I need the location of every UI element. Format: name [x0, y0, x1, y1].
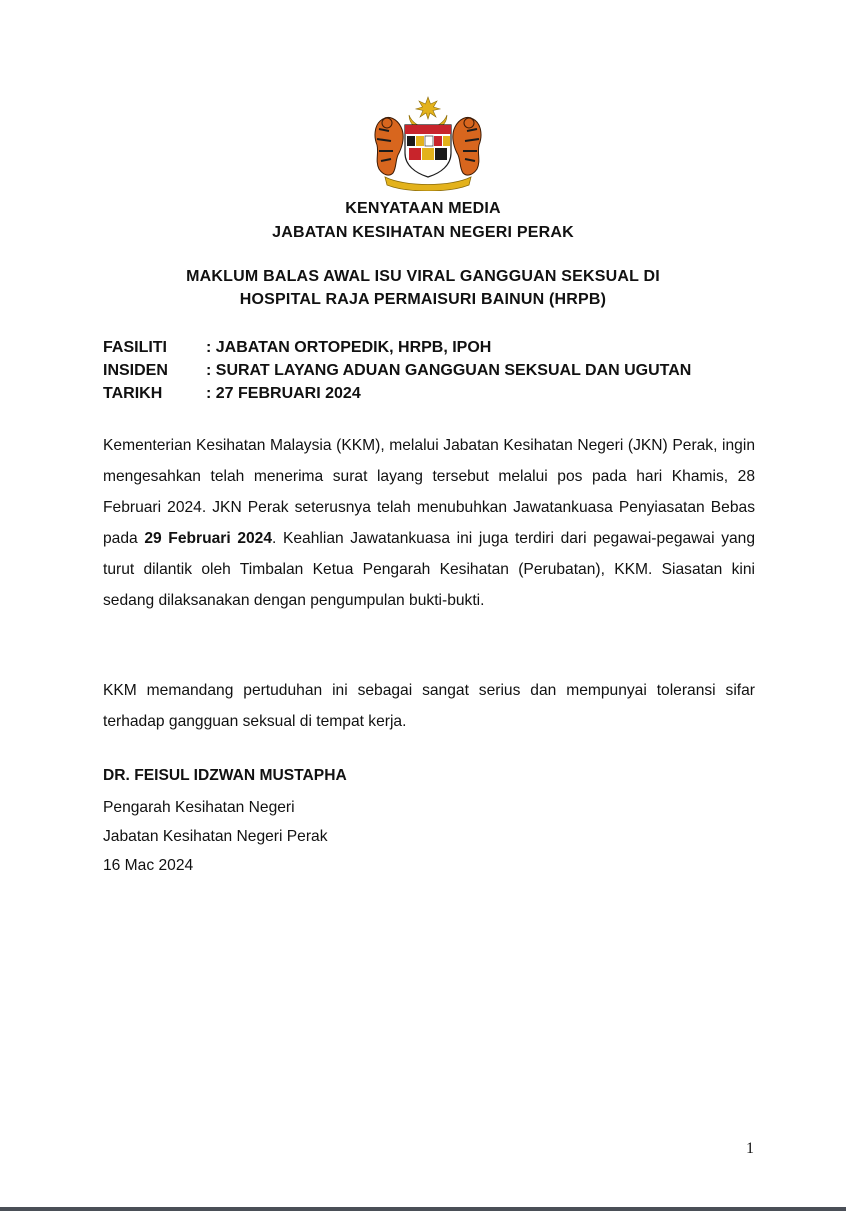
document-title-line-1: MAKLUM BALAS AWAL ISU VIRAL GANGGUAN SEKSUAL DI — [186, 268, 660, 285]
signatory-name: DR. FEISUL IDZWAN MUSTAPHA — [103, 767, 347, 784]
detail-label: TARIKH — [103, 385, 163, 402]
document-title-line-2: HOSPITAL RAJA PERMAISURI BAINUN (HRPB) — [239, 291, 607, 308]
detail-row-facility — [103, 339, 491, 357]
signatory-position: Pengarah Kesihatan Negeri — [103, 799, 295, 816]
detail-value: : JABATAN ORTOPEDIK, HRPB, IPOH — [206, 339, 492, 356]
paragraph-text: . Keahlian Jawatankuasa ini juga terdiri dari pegawai-pegawai yang turut dilantik oleh Timbalan Ketua Pengarah Kesihatan (Perubatan), KKM. Siasatan kini sedang dilaksanakan dengan pengumpulan bukti-bukti. — [103, 530, 756, 609]
detail-row-date — [103, 385, 361, 403]
statement-type-heading: KENYATAAN MEDIA — [345, 200, 501, 217]
page-number: 1 — [746, 1140, 754, 1157]
detail-value: : 27 FEBRUARI 2024 — [206, 385, 361, 402]
signature-date: 16 Mac 2024 — [103, 857, 194, 874]
body-paragraph-2: KKM memandang pertuduhan ini sebagai sangat serius dan mempunyai toleransi sifar terhadap gangguan seksual di tempat kerja. — [103, 682, 755, 730]
signatory-department: Jabatan Kesihatan Negeri Perak — [103, 828, 328, 845]
detail-label: FASILITI — [103, 339, 167, 356]
detail-value: : SURAT LAYANG ADUAN GANGGUAN SEKSUAL DAN UGUTAN — [206, 362, 692, 379]
bottom-divider — [0, 1207, 846, 1211]
detail-label: INSIDEN — [103, 362, 168, 379]
paragraph-text: Kementerian Kesihatan Malaysia (KKM), melalui Jabatan Kesihatan Negeri (JKN) Perak, ingin mengesahkan telah menerima surat layang tersebut melalui pos pada hari Khamis, 28 Februari 2024. JKN Perak seterusnya telah menubuhkan Jawatankuasa Penyiasatan Bebas pada — [103, 437, 755, 547]
department-heading: JABATAN KESIHATAN NEGERI PERAK — [272, 224, 574, 241]
paragraph-bold-date: 29 Februari 2024 — [144, 530, 273, 547]
coat-of-arms-icon — [365, 95, 491, 191]
detail-row-incident — [103, 362, 691, 380]
body-paragraph-1 — [103, 430, 755, 616]
